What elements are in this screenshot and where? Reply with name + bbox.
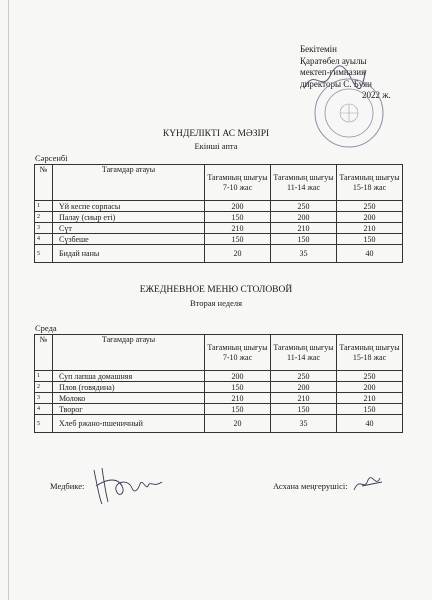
row-number: 3 [35,393,53,404]
russian-menu-title: ЕЖЕДНЕВНОЕ МЕНЮ СТОЛОВОЙ [139,285,293,295]
header-number: № [35,165,53,201]
header-age-7-10: Тағамның шығуы 7-10 жас [205,165,271,201]
portion-15-18: 250 [337,371,403,382]
portion-7-10: 210 [205,223,271,234]
canteen-head-signature-icon [352,470,386,496]
portion-7-10: 150 [205,382,271,393]
portion-15-18: 250 [337,201,403,212]
portion-15-18: 150 [337,404,403,415]
row-number: 1 [35,371,53,382]
portion-7-10: 200 [205,201,271,212]
dish-name: Сүзбеше [53,234,205,245]
portion-11-14: 200 [271,382,337,393]
table-row [35,201,403,212]
dish-name: Сүт [53,223,205,234]
table-header-row [35,335,403,371]
row-number: 2 [35,212,53,223]
portion-15-18: 200 [337,382,403,393]
portion-11-14: 210 [271,393,337,404]
header-age-11-14: Тағамның шығуы 11-14 жас [271,165,337,201]
approval-line-3: мектеп-гимназия [300,67,366,77]
portion-7-10: 20 [205,245,271,263]
table-row [35,212,403,223]
dish-name: Хлеб ржано-пшеничный [53,415,205,433]
russian-menu-table [34,334,403,433]
russian-menu-week: Вторая неделя [189,298,243,308]
row-number: 2 [35,382,53,393]
approval-date: 2022 ж. [362,90,391,100]
dish-name: Плов (говядина) [53,382,205,393]
portion-11-14: 150 [271,234,337,245]
row-number: 5 [35,415,53,433]
kazakh-menu-day: Сәрсенбі [35,153,68,163]
row-number: 3 [35,223,53,234]
canteen-head-signature-label: Асхана меңгерушісі: [273,481,348,491]
portion-11-14: 250 [271,371,337,382]
portion-15-18: 150 [337,234,403,245]
header-age-11-14: Тағамның шығуы 11-14 жас [271,335,337,371]
table-row [35,223,403,234]
header-dish-name: Тағамдар атауы [53,165,205,201]
table-row [35,382,403,393]
portion-11-14: 35 [271,245,337,263]
kazakh-menu-table [34,164,403,263]
row-number: 1 [35,201,53,212]
portion-11-14: 35 [271,415,337,433]
table-row [35,393,403,404]
portion-11-14: 250 [271,201,337,212]
portion-11-14: 150 [271,404,337,415]
portion-11-14: 210 [271,223,337,234]
table-header-row [35,165,403,201]
table-row [35,234,403,245]
approval-line-1: Бекітемін [300,44,337,54]
table-row [35,371,403,382]
row-number: 4 [35,404,53,415]
portion-15-18: 40 [337,415,403,433]
kazakh-menu-title: КҮНДЕЛІКТІ АС МӘЗІРІ [162,129,270,139]
dish-name: Суп лапша домашняя [53,371,205,382]
table-row [35,245,403,263]
portion-7-10: 150 [205,212,271,223]
dish-name: Үй кеспе сорпасы [53,201,205,212]
header-age-15-18: Тағамның шығуы 15-18 жас [337,165,403,201]
header-dish-name: Тағамдар атауы [53,335,205,371]
portion-7-10: 150 [205,234,271,245]
table-row [35,404,403,415]
portion-11-14: 200 [271,212,337,223]
header-age-7-10: Тағамның шығуы 7-10 жас [205,335,271,371]
portion-15-18: 40 [337,245,403,263]
nurse-signature-label: Медбике: [50,481,85,491]
portion-15-18: 210 [337,393,403,404]
table-row [35,415,403,433]
header-age-15-18: Тағамның шығуы 15-18 жас [337,335,403,371]
portion-15-18: 210 [337,223,403,234]
russian-menu-day: Среда [35,323,57,333]
portion-7-10: 200 [205,371,271,382]
portion-15-18: 200 [337,212,403,223]
approval-line-4: директоры С. Буян [300,78,372,89]
portion-7-10: 210 [205,393,271,404]
row-number: 5 [35,245,53,263]
kazakh-menu-week: Екінші апта [194,141,238,151]
dish-name: Палау (сиыр еті) [53,212,205,223]
dish-name: Творог [53,404,205,415]
dish-name: Молоко [53,393,205,404]
row-number: 4 [35,234,53,245]
dish-name: Бидай наны [53,245,205,263]
portion-7-10: 20 [205,415,271,433]
portion-7-10: 150 [205,404,271,415]
approval-line-2: Қаратөбел ауылы [300,55,367,66]
header-number: № [35,335,53,371]
nurse-signature-icon [88,460,168,506]
